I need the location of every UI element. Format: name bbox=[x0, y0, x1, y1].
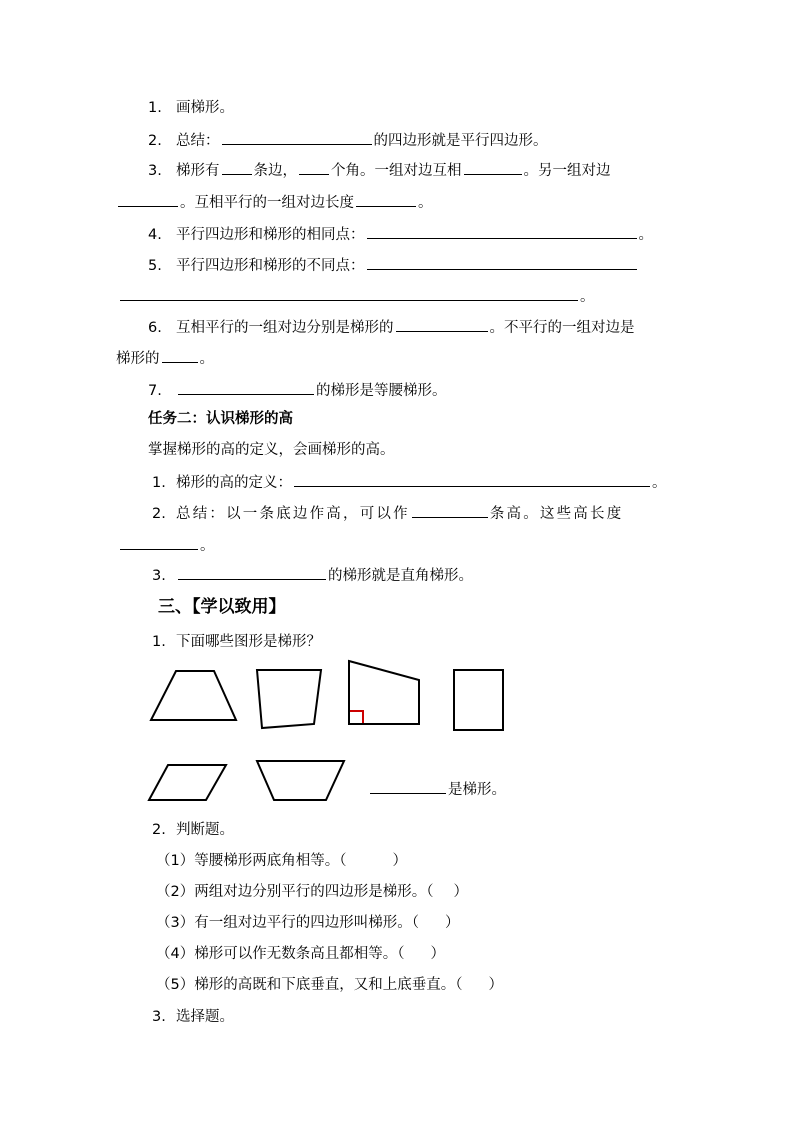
question-number: 2. bbox=[148, 133, 162, 149]
task1-q4 bbox=[148, 224, 653, 244]
item-label: （5） bbox=[156, 977, 195, 993]
answer-blank[interactable] bbox=[396, 317, 488, 332]
parallelogram-outline bbox=[149, 765, 226, 800]
task1-q5-line2 bbox=[118, 286, 595, 306]
question-text: 。 bbox=[638, 227, 653, 243]
item-text: ） bbox=[488, 977, 503, 993]
item-label: （1） bbox=[156, 853, 195, 869]
judge-item-4 bbox=[156, 945, 445, 963]
task2-title: 任务二：认识梯形的高 bbox=[148, 411, 293, 427]
answer-blank[interactable] bbox=[120, 535, 198, 550]
item-text: 等腰梯形两底角相等。（ bbox=[194, 853, 347, 869]
shape-irregular-quadrilateral bbox=[254, 666, 326, 732]
answer-blank[interactable] bbox=[178, 380, 314, 395]
question-number: 7. bbox=[148, 383, 162, 399]
item-text: ） bbox=[453, 884, 468, 900]
judge-item-2 bbox=[156, 883, 468, 901]
question-number: 1. bbox=[148, 100, 162, 116]
section3-q1-answer bbox=[368, 779, 506, 799]
item-label: （2） bbox=[156, 884, 195, 900]
question-text: 。 bbox=[200, 538, 215, 554]
shape-rectangle bbox=[452, 668, 506, 734]
item-label: （3） bbox=[156, 915, 195, 931]
answer-blank[interactable] bbox=[222, 130, 372, 145]
rectangle-outline bbox=[454, 670, 503, 730]
question-number: 2. bbox=[152, 506, 166, 522]
question-number: 2. bbox=[152, 822, 166, 838]
task1-q5 bbox=[148, 255, 639, 275]
shape-right-trapezoid bbox=[346, 658, 424, 728]
answer-blank[interactable] bbox=[367, 255, 637, 270]
item-text: ） bbox=[392, 853, 407, 869]
question-text: 的四边形就是平行四边形。 bbox=[373, 133, 548, 149]
answer-blank[interactable] bbox=[294, 472, 650, 487]
task1-q3-line2 bbox=[116, 192, 433, 212]
answer-blank[interactable] bbox=[222, 160, 252, 175]
right-trapezoid-outline bbox=[349, 661, 419, 724]
question-number: 1. bbox=[152, 634, 166, 650]
question-text: 条高。这些高长度 bbox=[489, 506, 624, 522]
answer-blank[interactable] bbox=[464, 160, 522, 175]
question-text: 梯形的高的定义： bbox=[176, 475, 292, 491]
judge-item-1 bbox=[156, 852, 407, 870]
shape-parallelogram bbox=[146, 762, 230, 804]
question-text: 平行四边形和梯形的不同点： bbox=[176, 258, 365, 274]
question-text: 互相平行的一组对边分别是梯形的 bbox=[176, 320, 394, 336]
question-number: 6. bbox=[148, 320, 162, 336]
question-text: 梯形的 bbox=[116, 351, 160, 367]
task1-q2 bbox=[148, 130, 548, 150]
section3-q1 bbox=[152, 633, 321, 651]
question-text: 总结：以一条底边作高，可以作 bbox=[176, 506, 410, 522]
task2-q3 bbox=[152, 565, 473, 585]
question-number: 3. bbox=[152, 568, 166, 584]
question-text: 。 bbox=[418, 195, 433, 211]
task2-q2 bbox=[152, 503, 623, 523]
question-text: 总结： bbox=[176, 133, 220, 149]
question-number: 3. bbox=[152, 1009, 166, 1025]
judge-item-5 bbox=[156, 976, 503, 994]
right-angle-mark bbox=[350, 711, 363, 723]
answer-blank[interactable] bbox=[356, 192, 416, 207]
answer-blank[interactable] bbox=[120, 286, 578, 301]
task1-q3 bbox=[148, 160, 611, 180]
question-text: 条边， bbox=[253, 163, 297, 179]
task2-q2-line2 bbox=[118, 535, 215, 555]
task2-q1 bbox=[152, 472, 667, 492]
task1-q7 bbox=[148, 380, 447, 400]
item-text: 梯形的高既和下底垂直，又和上底垂直。（ bbox=[194, 977, 463, 993]
question-number: 4. bbox=[148, 227, 162, 243]
item-text: 有一组对边平行的四边形叫梯形。（ bbox=[194, 915, 419, 931]
task1-q6 bbox=[148, 317, 635, 337]
quadrilateral-outline bbox=[257, 670, 321, 728]
question-number: 5. bbox=[148, 258, 162, 274]
item-label: （4） bbox=[156, 946, 195, 962]
question-text: 平行四边形和梯形的相同点： bbox=[176, 227, 365, 243]
answer-blank[interactable] bbox=[367, 224, 637, 239]
question-text: 的梯形就是直角梯形。 bbox=[328, 568, 473, 584]
answer-blank[interactable] bbox=[162, 348, 198, 363]
question-text: 判断题。 bbox=[176, 822, 234, 838]
question-text: 。 bbox=[652, 475, 667, 491]
answer-blank[interactable] bbox=[299, 160, 329, 175]
question-number: 3. bbox=[148, 163, 162, 179]
answer-blank[interactable] bbox=[412, 503, 488, 518]
item-text: 梯形可以作无数条高且都相等。（ bbox=[194, 946, 405, 962]
item-text: 两组对边分别平行的四边形是梯形。（ bbox=[194, 884, 434, 900]
question-text: 下面哪些图形是梯形？ bbox=[176, 634, 321, 650]
question-text: 是梯形。 bbox=[448, 782, 506, 798]
question-number: 1. bbox=[152, 475, 166, 491]
question-text: 。互相平行的一组对边长度 bbox=[180, 195, 354, 211]
task1-q6-line2 bbox=[116, 348, 214, 368]
answer-blank[interactable] bbox=[370, 779, 446, 794]
question-text: 梯形有 bbox=[176, 163, 220, 179]
section3-q2 bbox=[152, 821, 234, 839]
judge-item-3 bbox=[156, 914, 459, 932]
task1-q1 bbox=[148, 99, 234, 117]
question-text: 。不平行的一组对边是 bbox=[489, 320, 635, 336]
question-text: 画梯形。 bbox=[176, 100, 234, 116]
question-text: 的梯形是等腰梯形。 bbox=[316, 383, 447, 399]
answer-blank[interactable] bbox=[118, 192, 178, 207]
inverted-trapezoid-outline bbox=[257, 761, 344, 800]
question-text: 选择题。 bbox=[176, 1009, 234, 1025]
question-text: 。 bbox=[580, 289, 595, 305]
task2-intro: 掌握梯形的高的定义，会画梯形的高。 bbox=[148, 442, 395, 458]
section3-q3 bbox=[152, 1008, 234, 1026]
trapezoid-outline bbox=[151, 671, 236, 720]
shape-inverted-trapezoid bbox=[254, 758, 348, 804]
question-text: 。另一组对边 bbox=[523, 163, 611, 179]
answer-blank[interactable] bbox=[178, 565, 326, 580]
item-text: ） bbox=[430, 946, 445, 962]
section3-title: 三、【学以致用】 bbox=[158, 597, 286, 617]
question-text: 。 bbox=[199, 351, 214, 367]
shape-isosceles-trapezoid bbox=[148, 668, 240, 724]
item-text: ） bbox=[444, 915, 460, 931]
question-text: 个角。一组对边互相 bbox=[331, 163, 462, 179]
